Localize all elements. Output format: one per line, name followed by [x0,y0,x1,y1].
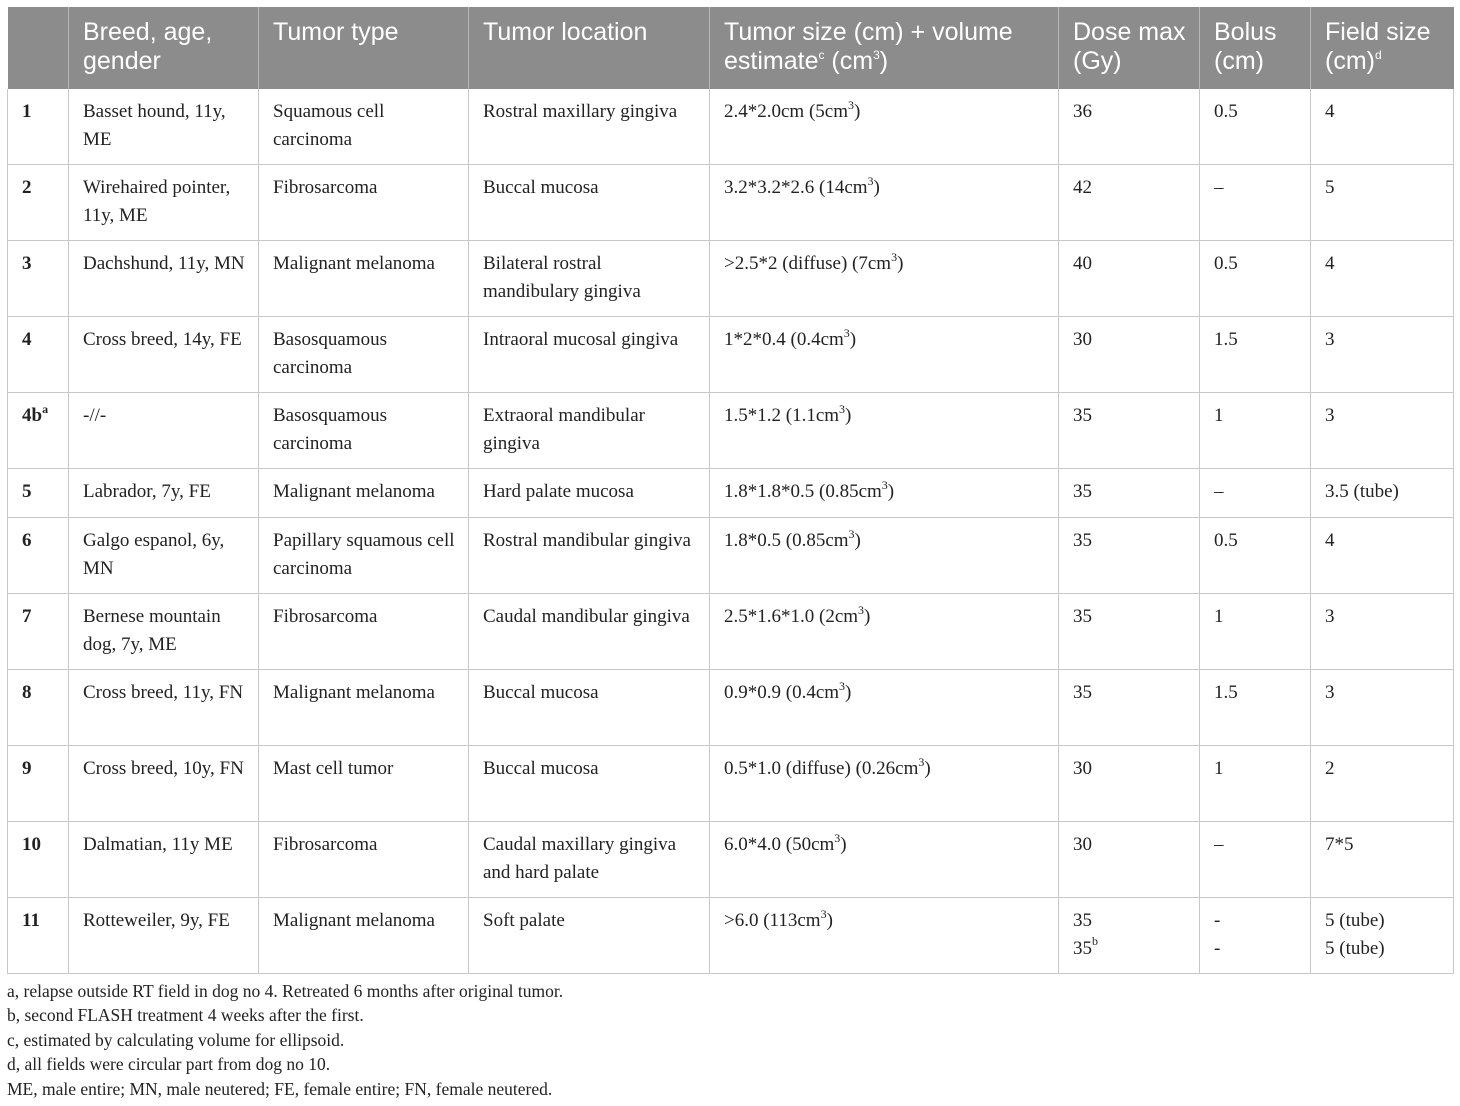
cell-tumor-type [259,594,469,670]
bolus-text: 1 [1214,405,1224,426]
header-label: Tumor location [483,18,648,46]
tumor-location-text: Intraoral mucosal gingiva [483,329,679,350]
tumor-location-text: Hard palate mucosa [483,481,634,502]
cell-tumor-type [259,317,469,393]
cell-tumor-type [259,393,469,469]
cell-breed [69,89,259,165]
bolus-text: 1 [1214,758,1224,779]
cell-breed [69,317,259,393]
cell-row-number [8,165,69,241]
field-size-text: 5 [1325,177,1335,198]
header-dose-max [1059,7,1200,89]
tumor-type-text: Malignant melanoma [273,682,435,703]
cell-tumor-size [710,317,1059,393]
cell-dose [1059,518,1200,594]
field-size-text: 4 [1325,101,1335,122]
cell-row-number [8,241,69,317]
tumor-type-text: Papillary squamous cell carcinoma [273,530,455,579]
cell-dose [1059,317,1200,393]
bolus-text: 0.5 [1214,101,1238,122]
tumor-size-end: ) [840,834,847,855]
cell-tumor-size [710,822,1059,898]
cell-bolus [1200,469,1311,518]
tumor-size-text: 2.5*1.6*1.0 (2cm [724,606,859,627]
cell-tumor-type [259,670,469,746]
tumor-size-text: >6.0 (113cm [724,910,821,931]
tumor-size-end: ) [826,910,833,931]
cell-row-number [8,746,69,822]
dose-text: 35 [1073,910,1092,931]
breed-text: Dachshund, 11y, MN [83,253,245,274]
row-number: 11 [22,910,40,931]
row-number: 6 [22,530,32,551]
volume-unit-sup: 3 [848,526,855,541]
cell-tumor-location [469,670,710,746]
cell-row-number [8,822,69,898]
breed-text: -//- [83,405,107,426]
field-size-text: 2 [1325,758,1335,779]
cell-tumor-type [259,898,469,974]
row-number: 10 [22,834,41,855]
header-breed-age-gender [69,7,259,89]
cell-tumor-location [469,898,710,974]
footnote-line: b, second FLASH treatment 4 weeks after the first. [7,1005,364,1026]
tumor-type-text: Fibrosarcoma [273,834,378,855]
table-row [8,670,1454,746]
tumor-size-end: ) [845,682,852,703]
table-header [8,7,1454,89]
cell-dose [1059,594,1200,670]
cell-field-size [1311,594,1454,670]
cell-breed [69,241,259,317]
bolus-text: 1.5 [1214,682,1238,703]
table-row [8,89,1454,165]
row-number: 3 [22,253,32,274]
cell-tumor-size [710,165,1059,241]
tumor-type-text: Basosquamous carcinoma [273,405,387,454]
tumor-location-text: Bilateral rostral mandibulary gingiva [483,253,641,302]
tumor-type-text: Malignant melanoma [273,910,435,931]
cell-field-size [1311,165,1454,241]
tumor-type-text: Squamous cell carcinoma [273,101,385,150]
tumor-size-text: 1.8*1.8*0.5 (0.85cm [724,481,882,502]
cell-tumor-type [259,746,469,822]
dose-text: 35 [1073,405,1092,426]
tumor-type-text: Mast cell tumor [273,758,394,779]
field-size-text: 3 [1325,682,1335,703]
bolus-text: – [1214,177,1224,198]
cell-field-size [1311,746,1454,822]
tumor-location-text: Buccal mucosa [483,758,599,779]
cell-tumor-size [710,746,1059,822]
tumor-size-end: ) [864,606,871,627]
header-label: Field size (cm) [1325,18,1431,75]
footnote-line: c, estimated by calculating volume for ellipsoid. [7,1029,345,1050]
table-wrapper [7,7,1453,974]
tumor-size-end: ) [854,101,861,122]
tumor-size-text: 3.2*3.2*2.6 (14cm [724,177,868,198]
cell-tumor-size [710,670,1059,746]
cell-field-size [1311,518,1454,594]
cell-dose [1059,469,1200,518]
table-row [8,469,1454,518]
dose-text: 35 [1073,682,1092,703]
dose-text: 30 [1073,329,1092,350]
cell-bolus [1200,89,1311,165]
cell-bolus [1200,746,1311,822]
tumor-size-text: 0.5*1.0 (diffuse) (0.26cm [724,758,919,779]
cell-field-size [1311,317,1454,393]
cell-dose [1059,165,1200,241]
tumor-type-text: Fibrosarcoma [273,606,378,627]
cell-tumor-size [710,518,1059,594]
row-number: 4 [22,329,32,350]
cell-tumor-location [469,89,710,165]
dose-text: 36 [1073,101,1092,122]
tumor-size-end: ) [849,329,857,350]
tumor-location-text: Extraoral mandibular gingiva [483,405,645,454]
tumor-size-text: 6.0*4.0 (50cm [724,834,835,855]
bolus-text: 1 [1214,606,1224,627]
breed-text: Bernese mountain dog, 7y, ME [83,606,221,655]
cell-breed [69,898,259,974]
cell-row-number [8,89,69,165]
cell-bolus [1200,594,1311,670]
cell-dose [1059,898,1200,974]
footnotes [7,979,563,1101]
tumor-size-end: ) [854,530,861,551]
cell-row-number [8,317,69,393]
table-row [8,594,1454,670]
tumor-type-text: Fibrosarcoma [273,177,378,198]
volume-unit-sup: 3 [867,173,874,188]
cell-field-size [1311,393,1454,469]
bolus-text: – [1214,481,1224,502]
tumor-size-end: ) [887,481,895,502]
bolus-text: - [1214,910,1221,931]
cell-row-number [8,594,69,670]
table-row [8,317,1454,393]
footnote-line: d, all fields were circular part from dog no 10. [7,1054,331,1075]
cell-bolus [1200,518,1311,594]
cell-bolus [1200,670,1311,746]
cell-tumor-size [710,89,1059,165]
cell-tumor-type [259,518,469,594]
field-size-text-second: 5 (tube) [1325,937,1385,959]
cell-bolus [1200,822,1311,898]
tumor-location-text: Caudal mandibular gingiva [483,606,690,627]
cell-tumor-location [469,594,710,670]
breed-text: Cross breed, 11y, FN [83,682,244,703]
header-sup: 3 [873,47,880,62]
cell-field-size [1311,822,1454,898]
tumor-location-text: Buccal mucosa [483,177,599,198]
tumor-size-text: 1.5*1.2 (1.1cm [724,405,840,426]
cell-tumor-size [710,594,1059,670]
tumor-location-text: Rostral mandibular gingiva [483,530,691,551]
header-label: Tumor size (cm) + volume estimate [724,18,1013,75]
tumor-location-text: Buccal mucosa [483,682,599,703]
cell-tumor-location [469,469,710,518]
cell-field-size [1311,89,1454,165]
footnote-line: ME, male entire; MN, male neutered; FE, female entire; FN, female neutered. [7,1078,553,1099]
row-number: 1 [22,101,32,122]
tumor-size-end: ) [873,177,880,198]
cell-breed [69,594,259,670]
row-number: 4b [22,405,43,426]
header-tumor-size [710,7,1059,89]
cell-tumor-size [710,898,1059,974]
volume-unit-sup: 3 [891,249,898,264]
volume-unit-sup: 3 [858,602,865,617]
breed-text: Labrador, 7y, FE [83,481,211,502]
volume-unit-sup: 3 [881,477,888,492]
cell-tumor-type [259,89,469,165]
field-size-text: 3 [1325,329,1335,350]
cell-dose [1059,822,1200,898]
tumor-size-text: 2.4*2.0cm (5cm [724,101,849,122]
table-row [8,746,1454,822]
cell-field-size [1311,469,1454,518]
tumor-size-text: 0.9*0.9 (0.4cm [724,682,840,703]
field-size-text: 4 [1325,253,1335,274]
row-number-sup: a [42,401,49,416]
header-label: Breed, age, gender [83,18,213,75]
cell-tumor-location [469,241,710,317]
cell-bolus [1200,165,1311,241]
tumor-size-text: >2.5*2 (diffuse) (7cm [724,253,892,274]
field-size-text: 4 [1325,530,1335,551]
cell-breed [69,822,259,898]
dose-text: 35 [1073,481,1092,502]
cell-tumor-type [259,165,469,241]
bolus-text: 1.5 [1214,329,1238,350]
cell-tumor-type [259,469,469,518]
cell-breed [69,670,259,746]
header-label: Tumor type [273,18,399,46]
cell-tumor-type [259,822,469,898]
cell-tumor-location [469,393,710,469]
field-size-text: 7*5 [1325,834,1354,855]
breed-text: Cross breed, 10y, FN [83,758,244,779]
field-size-text: 5 (tube) [1325,910,1385,931]
table-row [8,393,1454,469]
tumor-size-end: ) [897,253,904,274]
tumor-type-text: Malignant melanoma [273,481,435,502]
cell-tumor-size [710,393,1059,469]
bolus-text: – [1214,834,1224,855]
cell-breed [69,393,259,469]
tumor-size-text: 1.8*0.5 (0.85cm [724,530,849,551]
volume-unit-sup: 3 [839,401,846,416]
cell-tumor-size [710,469,1059,518]
tumor-location-text: Caudal maxillary gingiva and hard palate [483,834,677,883]
tumor-type-text: Basosquamous carcinoma [273,329,387,378]
header-sup: d [1374,47,1382,62]
row-number: 8 [22,682,32,703]
header-field-size [1311,7,1454,89]
tumor-location-text: Rostral maxillary gingiva [483,101,678,122]
volume-unit-sup: 3 [820,906,827,921]
dose-sup: b [1092,934,1098,949]
dose-text: 30 [1073,758,1092,779]
volume-unit-sup: 3 [834,830,841,845]
cell-tumor-location [469,317,710,393]
tumor-location-text: Soft palate [483,910,565,931]
breed-text: Cross breed, 14y, FE [83,329,242,350]
table-row [8,518,1454,594]
header-label: Dose max (Gy) [1073,18,1186,75]
dose-text: 35 [1073,606,1092,627]
table-row [8,165,1454,241]
breed-text: Wirehaired pointer, 11y, ME [83,177,231,226]
cell-bolus [1200,317,1311,393]
tumor-size-end: ) [845,405,852,426]
volume-unit-sup: 3 [918,754,925,769]
dose-text: 40 [1073,253,1092,274]
table-body [8,89,1454,974]
cell-dose [1059,393,1200,469]
cell-tumor-location [469,165,710,241]
header-label: Bolus (cm) [1214,18,1277,75]
row-number: 9 [22,758,32,779]
bolus-text-second: - [1214,937,1221,959]
cell-breed [69,165,259,241]
field-size-text: 3.5 (tube) [1325,481,1399,502]
header-row [8,7,1454,89]
table-row [8,898,1454,974]
header-tumor-type [259,7,469,89]
breed-text: Galgo espanol, 6y, MN [83,530,225,579]
table-row [8,822,1454,898]
bolus-text: 0.5 [1214,253,1238,274]
volume-unit-sup: 3 [843,325,850,340]
cell-dose [1059,89,1200,165]
cell-field-size [1311,898,1454,974]
row-number: 5 [22,481,32,502]
dose-text: 30 [1073,834,1092,855]
cell-dose [1059,670,1200,746]
breed-text: Basset hound, 11y, ME [83,101,226,150]
dose-text: 35 [1073,530,1092,551]
cell-tumor-location [469,746,710,822]
field-size-text: 3 [1325,606,1335,627]
cell-row-number [8,518,69,594]
row-number: 7 [22,606,32,627]
dose-text: 42 [1073,177,1092,198]
bolus-text: 0.5 [1214,530,1238,551]
footnote-line: a, relapse outside RT field in dog no 4. Retreated 6 months after original tumor. [7,981,564,1001]
cell-row-number [8,469,69,518]
cell-dose [1059,241,1200,317]
cell-breed [69,518,259,594]
cell-tumor-size [710,241,1059,317]
header-sup: c [818,47,825,62]
header-row-number [8,7,69,89]
tumor-size-end: ) [924,758,931,779]
cell-tumor-type [259,241,469,317]
cell-bolus [1200,241,1311,317]
tumor-size-text: 1*2*0.4 (0.4cm [724,329,844,350]
tumor-table [7,7,1454,974]
row-number: 2 [22,177,32,198]
dose-text-second: 35 [1073,937,1092,959]
cell-dose [1059,746,1200,822]
table-row [8,241,1454,317]
volume-unit-sup: 3 [839,678,846,693]
header-tumor-location [469,7,710,89]
cell-breed [69,469,259,518]
volume-unit-sup: 3 [848,97,855,112]
breed-text: Rotteweiler, 9y, FE [83,910,230,931]
tumor-type-text: Malignant melanoma [273,253,435,274]
cell-tumor-location [469,822,710,898]
cell-row-number [8,393,69,469]
breed-text: Dalmatian, 11y ME [83,834,233,855]
header-bolus [1200,7,1311,89]
cell-tumor-location [469,518,710,594]
header-label-end: ) [879,47,889,75]
cell-row-number [8,670,69,746]
cell-bolus [1200,393,1311,469]
cell-breed [69,746,259,822]
cell-bolus [1200,898,1311,974]
cell-field-size [1311,670,1454,746]
cell-field-size [1311,241,1454,317]
cell-row-number [8,898,69,974]
field-size-text: 3 [1325,405,1335,426]
header-label-cont: (cm [824,47,874,75]
